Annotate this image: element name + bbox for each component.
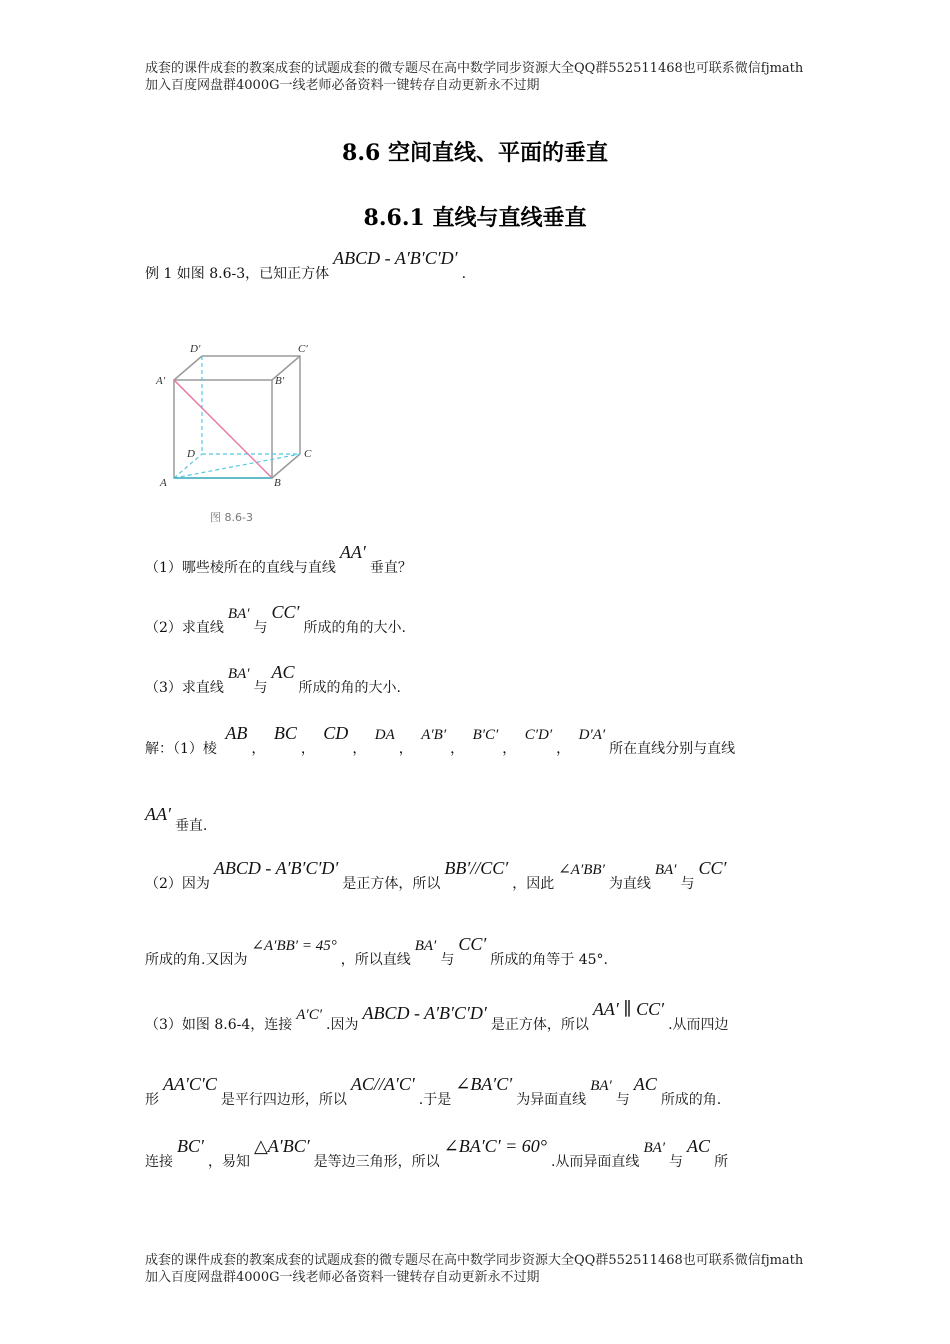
label-c: C [304, 448, 312, 460]
solution-3-line2: 形AA′C′C是平行四边形，所以AC//A′C′.于是∠BA′C′为异面直线BA′与AC所成的角. [145, 1074, 722, 1108]
label-b1: B′ [275, 375, 285, 387]
label-a1: A′ [156, 375, 166, 387]
label-b: B [274, 477, 281, 489]
solution-3-line1: （3）如图 8.6-4，连接A′C′.因为ABCD - A′B′C′D′是正方体，所以AA′ ∥ CC′.从而四边 [145, 999, 729, 1033]
example-intro [145, 248, 467, 284]
label-c1: C′ [298, 343, 308, 355]
question-3: （3）求直线BA′与AC所成的角的大小. [145, 662, 401, 696]
solution-3-line3: 连接BC′，易知△A′BC′是等边三角形，所以∠BA′C′ = 60°.从而异面直线BA′与AC所 [145, 1136, 729, 1170]
header-ad-text: 成套的课件成套的教案成套的试题成套的微专题尽在高中数学同步资源大全QQ群552511468也可联系微信fjmath加入百度网盘群4000G一线老师必备资料一键转存自动更新永不过期 [145, 61, 804, 93]
example-suffix: . [461, 266, 467, 282]
solution-1-line2: AA′垂直. [145, 804, 208, 834]
section-title: 8.6 空间直线、平面的垂直 [342, 140, 608, 166]
label-d1: D′ [190, 343, 201, 355]
figure-caption: 图 8.6-3 [210, 511, 253, 524]
solution-1-line1: 解：（1）棱 AB， BC， CD， DA， A′B′， B′C′， C′D′， D′A′所在直线分别与直线 [145, 723, 736, 757]
solution-2-line1: （2）因为ABCD - A′B′C′D′是正方体，所以BB′//CC′，因此∠A′BB′为直线BA′与CC′ [145, 858, 727, 892]
label-a: A [160, 477, 167, 489]
example-prefix: 例 1 如图 8.6-3，已知正方体 [145, 266, 330, 282]
question-1: （1）哪些棱所在的直线与直线AA′垂直？ [145, 542, 412, 576]
subsection-title: 8.6.1 直线与直线垂直 [363, 205, 587, 231]
cube-formula: ABCD - A′B′C′D′ [333, 248, 458, 268]
label-d: D [187, 448, 195, 460]
question-2: （2）求直线BA′与CC′所成的角的大小. [145, 602, 406, 636]
solution-2-line2: 所成的角.又因为∠A′BB′ = 45°，所以直线BA′与CC′所成的角等于 45°. [145, 934, 608, 968]
cube-figure [150, 336, 330, 536]
footer-ad-text: 成套的课件成套的教案成套的试题成套的微专题尽在高中数学同步资源大全QQ群552511468也可联系微信fjmath加入百度网盘群4000G一线老师必备资料一键转存自动更新永不过期 [145, 1253, 804, 1285]
